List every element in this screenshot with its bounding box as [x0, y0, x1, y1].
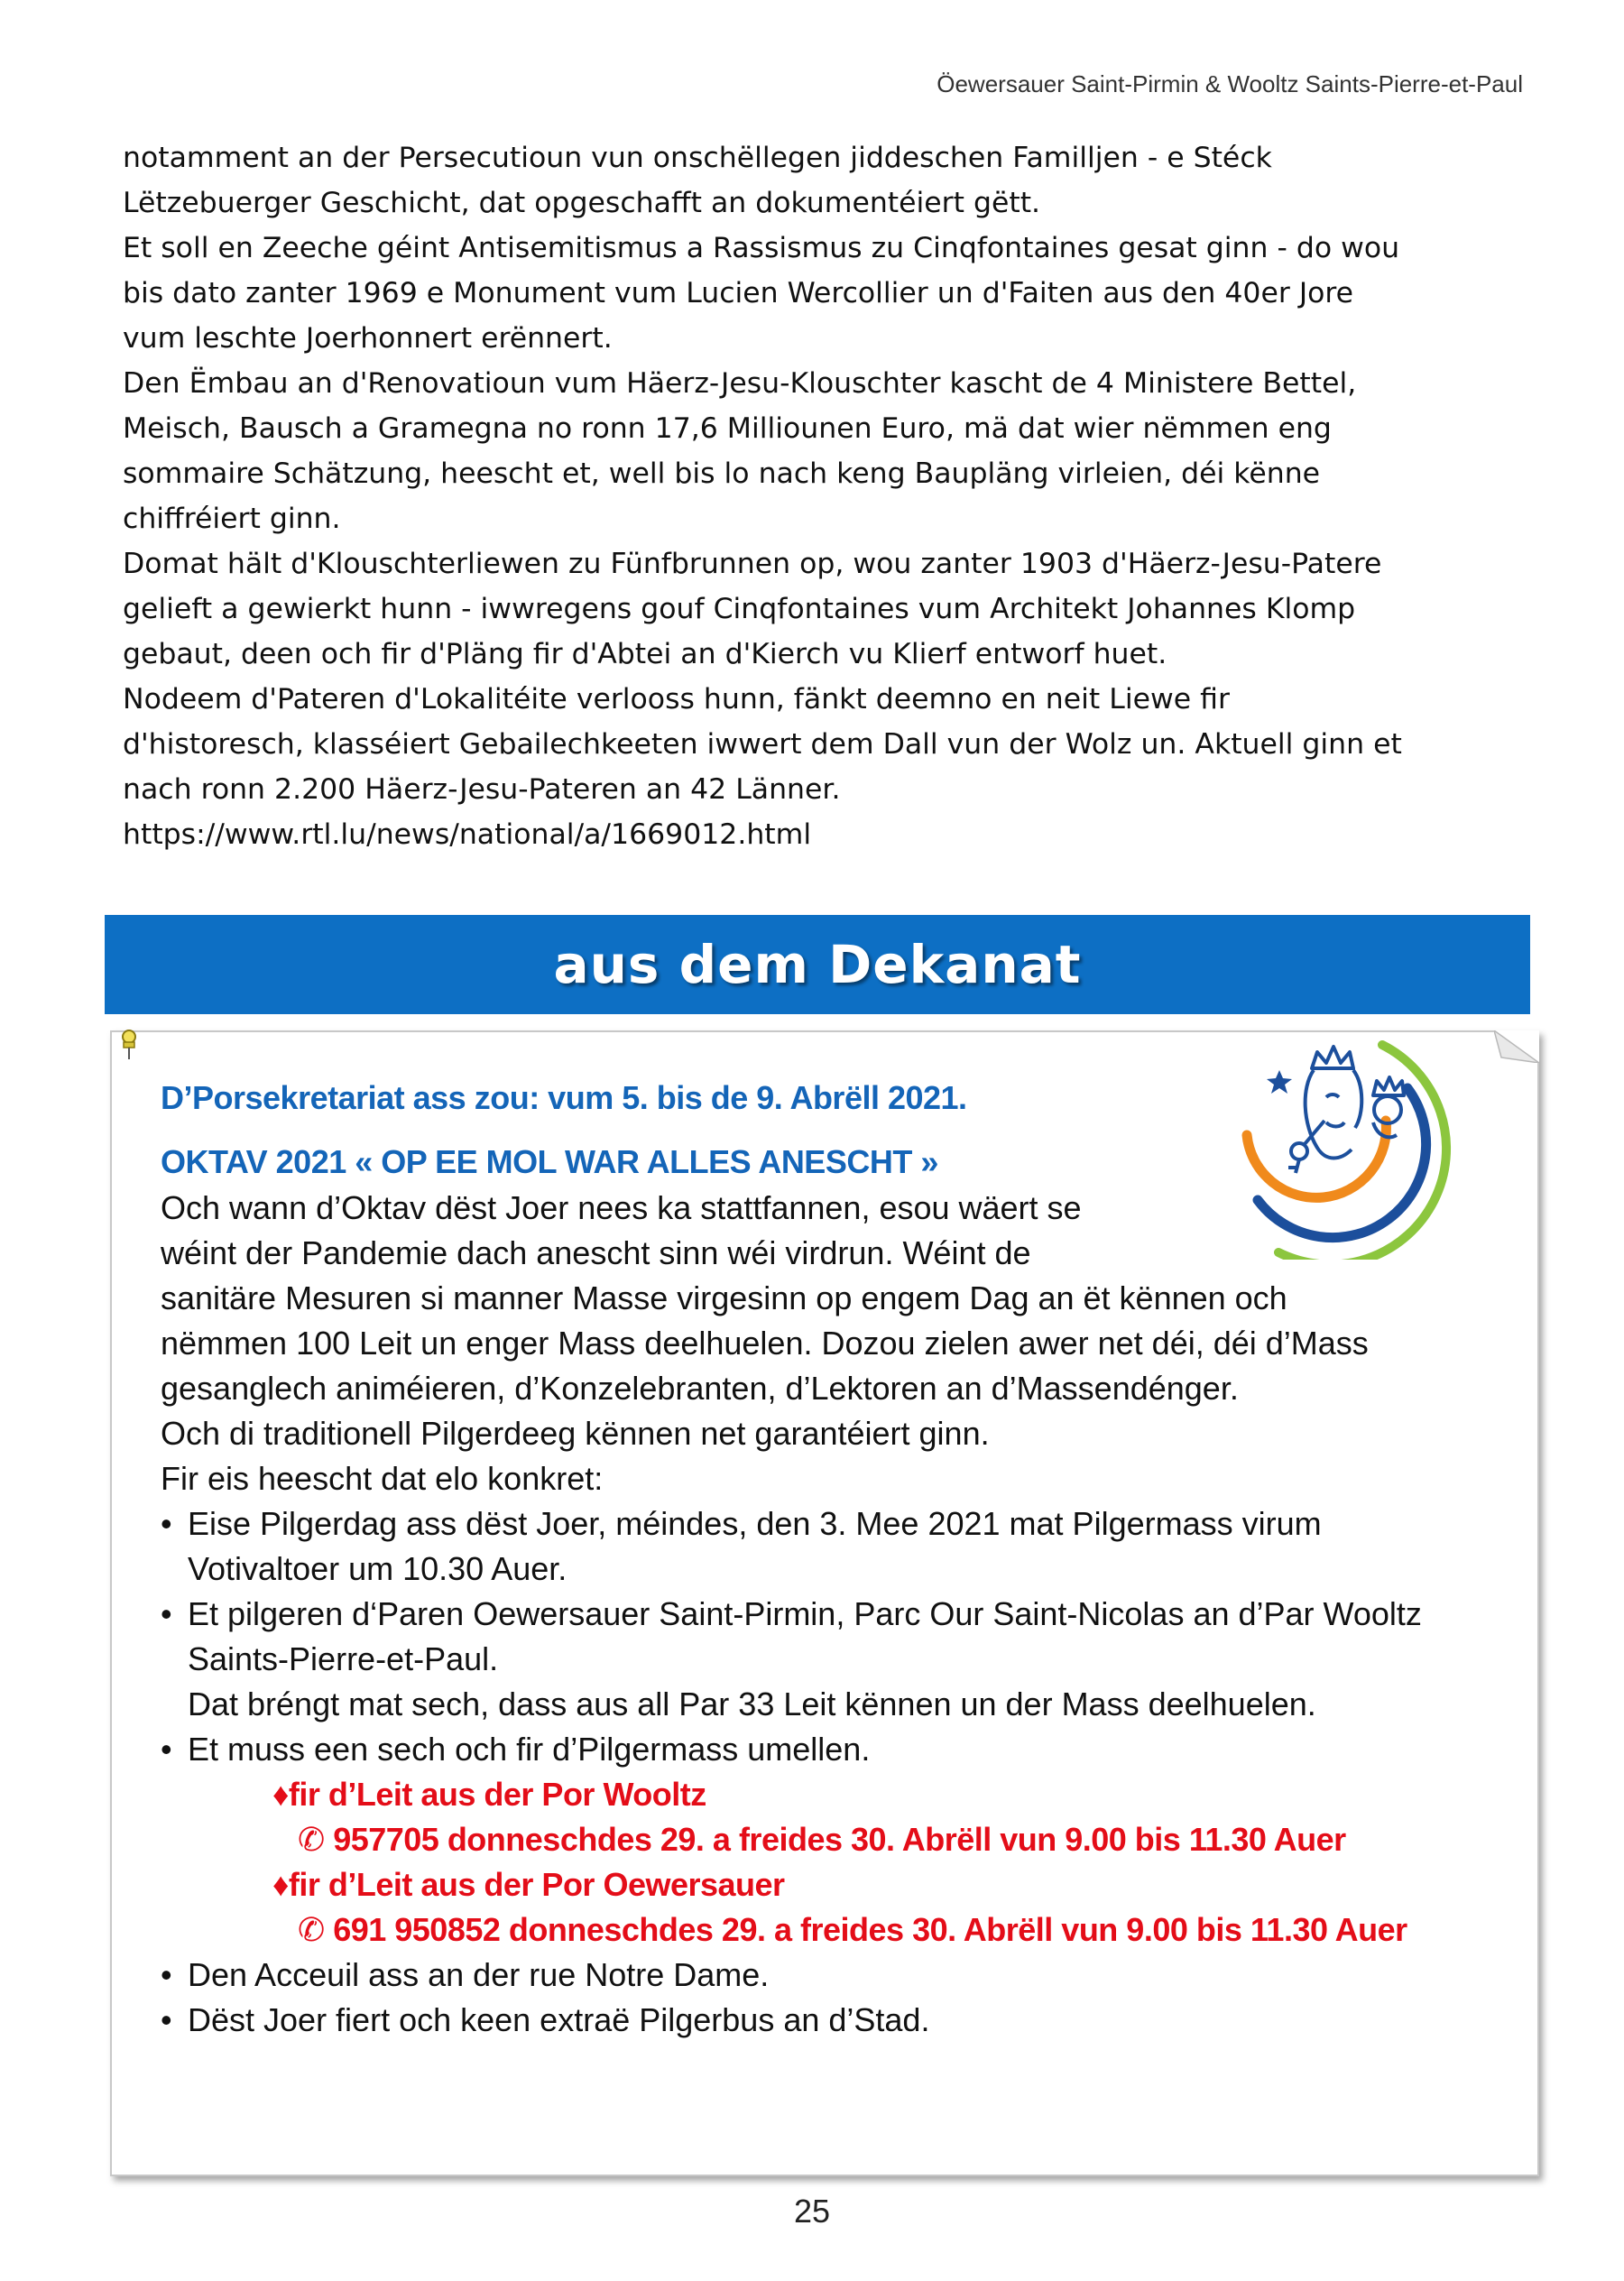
text-line: Och wann d’Oktav dëst Joer nees ka stattfannen, esou wäert se — [161, 1189, 1082, 1226]
source-link[interactable]: https://www.rtl.lu/news/national/a/1669012.html — [123, 818, 812, 851]
text-line: Domat hält d'Klouschterliewen zu Fünfbrunnen op, wou zanter 1903 d'Häerz-Jesu-Patere — [123, 548, 1382, 580]
text-line: bis dato zanter 1969 e Monument vum Lucien Wercollier un d'Faiten aus den 40er Jore — [123, 277, 1354, 309]
text-line: Lëtzebuerger Geschicht, dat opgeschafft an dokumentéiert gëtt. — [123, 187, 1041, 219]
list-item-continuation: Saints-Pierre-et-Paul. — [188, 1640, 499, 1677]
notice-card — [110, 1030, 1539, 2176]
diamond-bullet-icon: ♦ — [272, 1866, 289, 1903]
list-item-parishes: • Et pilgeren d‘Paren Oewersauer Saint-Pirmin, Parc Our Saint-Nicolas an d’Par Wooltz — [161, 1592, 1514, 1637]
secretariat-notice: D’Porsekretariat ass zou: vum 5. bis de 9. Abrëll 2021. — [161, 1079, 967, 1116]
list-item-continuation: Votivaltoer um 10.30 Auer. — [188, 1550, 567, 1587]
oktav-title: OKTAV 2021 « OP EE MOL WAR ALLES ANESCHT » — [161, 1143, 938, 1180]
phone-icon: ✆ — [298, 1911, 325, 1948]
list-item-pilgrim-day: • Eise Pilgerdag ass dëst Joer, méindes, den 3. Mee 2021 mat Pilgermass virum — [161, 1501, 1514, 1547]
text-line: wéint der Pandemie dach anescht sinn wéi virdrun. Wéint de — [161, 1234, 1031, 1271]
text-line: notamment an der Persecutioun vun onschëllegen jiddeschen Familljen - e Stéck — [123, 142, 1272, 174]
list-item-continuation: Dat bréngt mat sech, dass aus all Par 33 Leit kënnen un der Mass deelhuelen. — [188, 1685, 1316, 1722]
text-line: vum leschte Joerhonnert erënnert. — [123, 322, 613, 355]
text-line: sanitäre Mesuren si manner Masse virgesinn op engem Dag an ët kënnen och — [161, 1279, 1287, 1316]
text-line: nëmmen 100 Leit un enger Mass deelhuelen. Dozou zielen awer net déi, déi d’Mass — [161, 1325, 1369, 1362]
text-line: gebaut, deen och fir d'Pläng fir d'Abtei an d'Kierch vu Klierf entworf huet. — [123, 638, 1167, 670]
page-curl-icon — [1494, 1030, 1539, 1063]
list-item-registration: • Et muss een sech och fir d’Pilgermass umellen. — [161, 1727, 1514, 1772]
text-line: chiffréiert ginn. — [123, 503, 341, 535]
text-line: Meisch, Bausch a Gramegna no ronn 17,6 Milliounen Euro, mä dat wier nëmmen eng — [123, 412, 1332, 445]
registration-oewersauer-label: ♦fir d’Leit aus der Por Oewersauer — [272, 1866, 785, 1903]
pushpin-icon — [115, 1029, 143, 1061]
registration-wooltz-label: ♦fir d’Leit aus der Por Wooltz — [272, 1776, 706, 1813]
section-banner — [105, 915, 1530, 1014]
page-number: 25 — [793, 2193, 831, 2230]
text-line: Et soll en Zeeche géint Antisemitismus a Rassismus zu Cinqfontaines gesat ginn - do wou — [123, 232, 1400, 264]
text-line: Nodeem d'Pateren d'Lokalitéite verlooss hunn, fänkt deemno en neit Liewe fir — [123, 683, 1230, 716]
text-line: gesanglech animéieren, d’Konzelebranten, d’Lektoren an d’Massendénger. — [161, 1370, 1239, 1407]
text-line: sommaire Schätzung, heescht et, well bis lo nach keng Baupläng virleien, déi kënne — [123, 457, 1321, 490]
text-line: nach ronn 2.200 Häerz-Jesu-Pateren an 42 Länner. — [123, 773, 841, 806]
registration-wooltz-phone: ✆ 957705 donneschdes 29. a freides 30. Abrëll vun 9.00 bis 11.30 Auer — [298, 1821, 1346, 1858]
article-continuation — [123, 135, 1530, 857]
registration-oewersauer-phone: ✆ 691 950852 donneschdes 29. a freides 30. Abrëll vun 9.00 bis 11.30 Auer — [298, 1911, 1407, 1948]
text-line: Den Ëmbau an d'Renovatioun vum Häerz-Jesu-Klouschter kascht de 4 Ministere Bettel, — [123, 367, 1357, 400]
diamond-bullet-icon: ♦ — [272, 1776, 289, 1813]
text-line: Fir eis heescht dat elo konkret: — [161, 1460, 604, 1497]
text-line: Och di traditionell Pilgerdeeg kënnen net garantéiert ginn. — [161, 1415, 990, 1452]
text-line: gelieft a gewierkt hunn - iwwregens gouf Cinqfontaines vum Architekt Johannes Klomp — [123, 593, 1356, 625]
section-title: aus dem Dekanat — [553, 934, 1082, 995]
text-line: d'historesch, klasséiert Gebailechkeeten iwwert dem Dall vun der Wolz un. Aktuell ginn et — [123, 728, 1402, 761]
list-item-pilgrim-bus: • Dëst Joer fiert och keen extraë Pilgerbus an d’Stad. — [161, 1998, 1514, 2043]
phone-icon: ✆ — [298, 1821, 325, 1858]
running-header: Öewersauer Saint-Pirmin & Wooltz Saints-Pierre-et-Paul — [937, 70, 1523, 97]
list-item-acceuil: • Den Acceuil ass an der rue Notre Dame. — [161, 1953, 1514, 1998]
